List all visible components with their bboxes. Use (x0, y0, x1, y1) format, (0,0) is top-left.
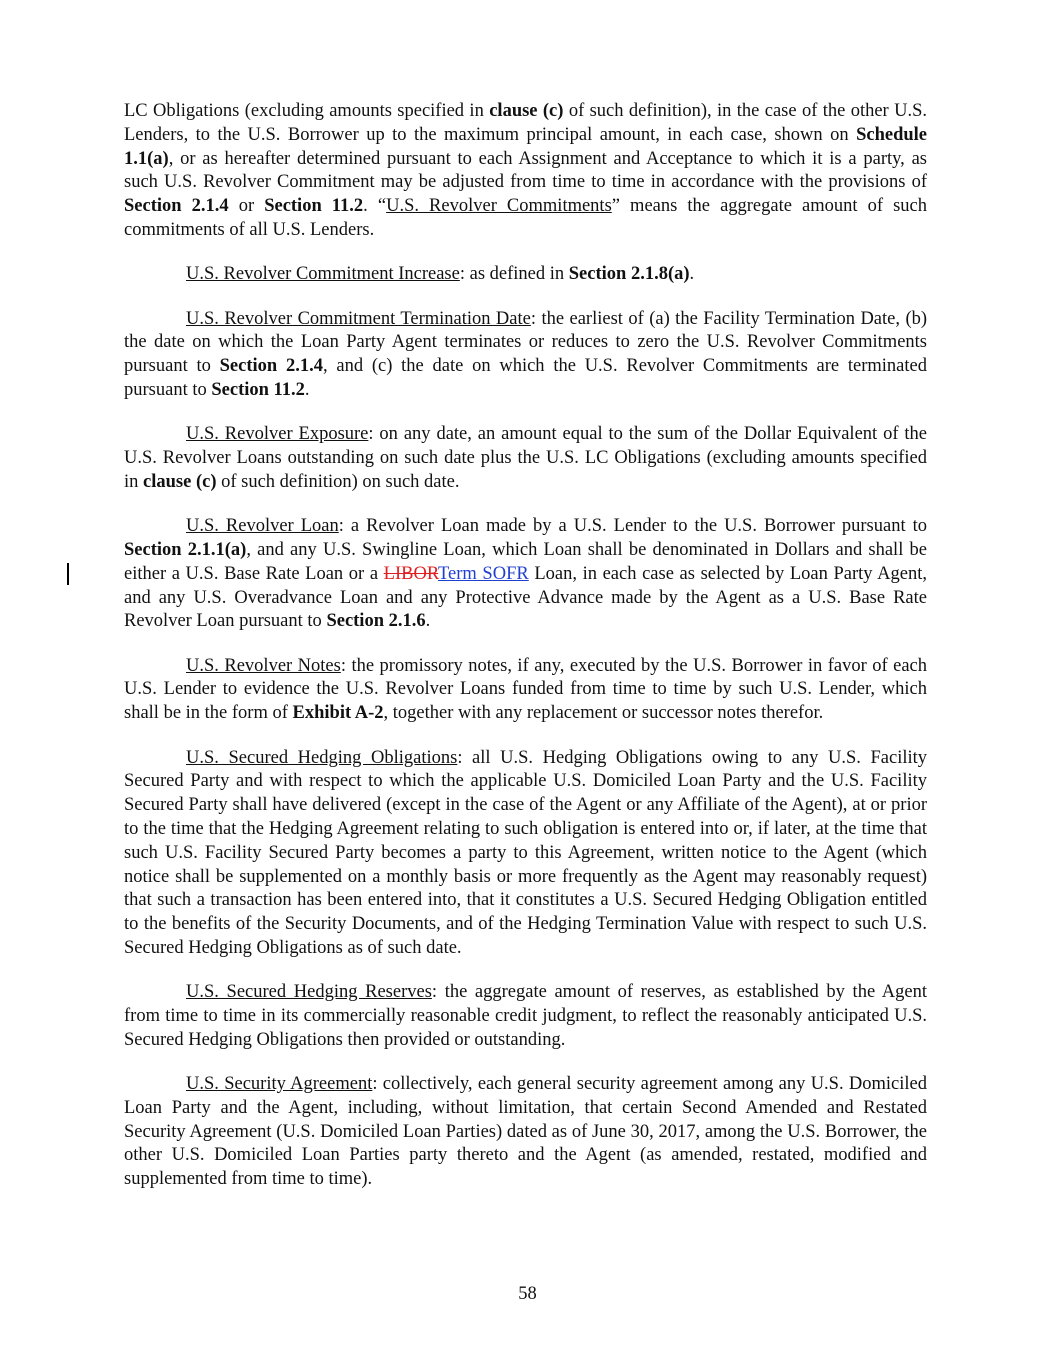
change-bar (67, 563, 69, 585)
defined-term: U.S. Revolver Commitment Increase (186, 264, 460, 285)
bold-reference: clause (c) (489, 101, 564, 121)
text: . “ (363, 196, 387, 217)
text: . (689, 264, 695, 285)
defined-term: U.S. Secured Hedging Obligations (186, 747, 458, 768)
definition-security-agreement (124, 1073, 927, 1192)
text: : all U.S. Hedging Obligations owing to any U.S. Facility Secured Party and with respect to which the applicable U.S. Domiciled Loan Party and the U.S. Facility Secured Party shall have delivered (except in the case of the Agent or any Affiliate of the Agent), at or prior to the time that the Hedging Agreement relating to such obligation is entered into or, if later, at the time that such U.S. Facility Secured Party becomes a party to this Agreement, written notice to the Agent (which notice shall be supplemented on a monthly basis or more frequently as the Agent may reasonably request) that such a transaction has been entered into, that it constitutes a U.S. Secured Hedging Obligation entitled to the benefits of the Security Documents, and of the Hedging Termination Value with respect to such U.S. Secured Hedging Obligations as of such date. (124, 747, 927, 958)
text: or (228, 196, 265, 217)
bold-reference: Section 2.1.8(a) (568, 264, 690, 285)
text: , or as hereafter determined pursuant to each Assignment and Acceptance to which it is a party, as such U.S. Revolver Commitment may be adjusted from time to time in accordance with the provisions of (124, 148, 927, 193)
bold-reference: Section 11.2 (264, 196, 364, 217)
paragraph-revolver-commitment-continued (124, 100, 927, 243)
text: of such definition), in the case of the other U.S. Lenders, to the U.S. Borrower up to the maximum principal amount, in each case, shown on (124, 101, 927, 145)
definition-secured-hedging-reserves (124, 981, 927, 1052)
text: : the aggregate amount of reserves, as established by the Agent from time to time in its commercially reasonable credit judgment, to reflect the reasonably anticipated U.S. Secured Hedging Obligations then provided or outstanding. (124, 982, 927, 1050)
bold-reference: Section 2.1.1(a) (124, 539, 247, 560)
definition-secured-hedging-obligations (124, 747, 927, 961)
text: : as defined in (459, 264, 569, 285)
text: : collectively, each general security agreement among any U.S. Domiciled Loan Party and the Agent, including, without limitation, that certain Second Amended and Restated Security Agreement (U.S. Domiciled Loan Parties) dated as of June 30, 2017, among the U.S. Borrower, the other U.S. Domiciled Loan Parties party thereto and the Agent (as amended, restated, modified and supplemented from time to time). (124, 1074, 927, 1190)
defined-term: U.S. Revolver Exposure (186, 424, 369, 445)
text: of such definition) on such date. (216, 471, 460, 492)
text: . (304, 379, 310, 400)
defined-term: U.S. Revolver Commitment Termination Date (186, 308, 531, 329)
text: : the promissory notes, if any, executed by the U.S. Borrower in favor of each U.S. Lender to evidence the U.S. Revolver Loans funded from time to time by such U.S. Lender, which shall be in the form of (124, 655, 928, 724)
text: , and (c) the date on which the U.S. Revolver Commitments are terminated pursuant to (124, 356, 927, 400)
deleted-text: LIBOR (383, 563, 439, 584)
text: Loan, in each case as selected by Loan Party Agent, and any U.S. Overadvance Loan and any Protective Advance made by the Agent as a U.S. Base Rate Revolver Loan pursuant to (124, 563, 927, 632)
bold-reference: Section 2.1.4 (124, 196, 229, 217)
inserted-text: Term SOFR (438, 563, 529, 584)
definition-revolver-commitment-termination-date (124, 308, 927, 403)
text: : the earliest of (a) the Facility Termination Date, (b) the date on which the Loan Party Agent terminates or reduces to zero the U.S. Revolver Commitments pursuant to (124, 308, 928, 377)
bold-reference: Schedule 1.1(a) (124, 124, 927, 169)
text: . (425, 611, 431, 632)
bold-reference: Section 2.1.4 (219, 356, 323, 377)
defined-term: U.S. Revolver Loan (186, 516, 339, 537)
text: : on any date, an amount equal to the sum of the Dollar Equivalent of the U.S. Revolver Loans outstanding on such date plus the U.S. LC Obligations (excluding amounts specified in (124, 424, 927, 492)
document-page (124, 100, 927, 1213)
text: LC Obligations (excluding amounts specified in (124, 101, 490, 121)
defined-term: U.S. Revolver Commitments (386, 196, 612, 217)
definition-revolver-exposure (124, 423, 927, 494)
defined-term: U.S. Security Agreement (186, 1074, 373, 1095)
text: , and any U.S. Swingline Loan, which Loan shall be denominated in Dollars and shall be either a U.S. Base Rate Loan or a (124, 539, 927, 584)
page-number: 58 (518, 1284, 537, 1304)
definition-revolver-notes (124, 655, 927, 726)
text: , together with any replacement or successor notes therefor. (383, 703, 824, 724)
text: ” means the aggregate amount of such commitments of all U.S. Lenders. (124, 196, 927, 240)
defined-term: U.S. Secured Hedging Reserves (186, 982, 432, 1003)
bold-reference: clause (c) (143, 471, 217, 492)
bold-reference: Section 11.2 (211, 379, 305, 400)
definition-revolver-loan (124, 515, 927, 634)
definition-revolver-commitment-increase (124, 263, 927, 287)
bold-reference: Exhibit A-2 (292, 703, 384, 724)
text: : a Revolver Loan made by a U.S. Lender to the U.S. Borrower pursuant to (338, 516, 927, 537)
bold-reference: Section 2.1.6 (326, 611, 426, 632)
defined-term: U.S. Revolver Notes (186, 655, 341, 676)
